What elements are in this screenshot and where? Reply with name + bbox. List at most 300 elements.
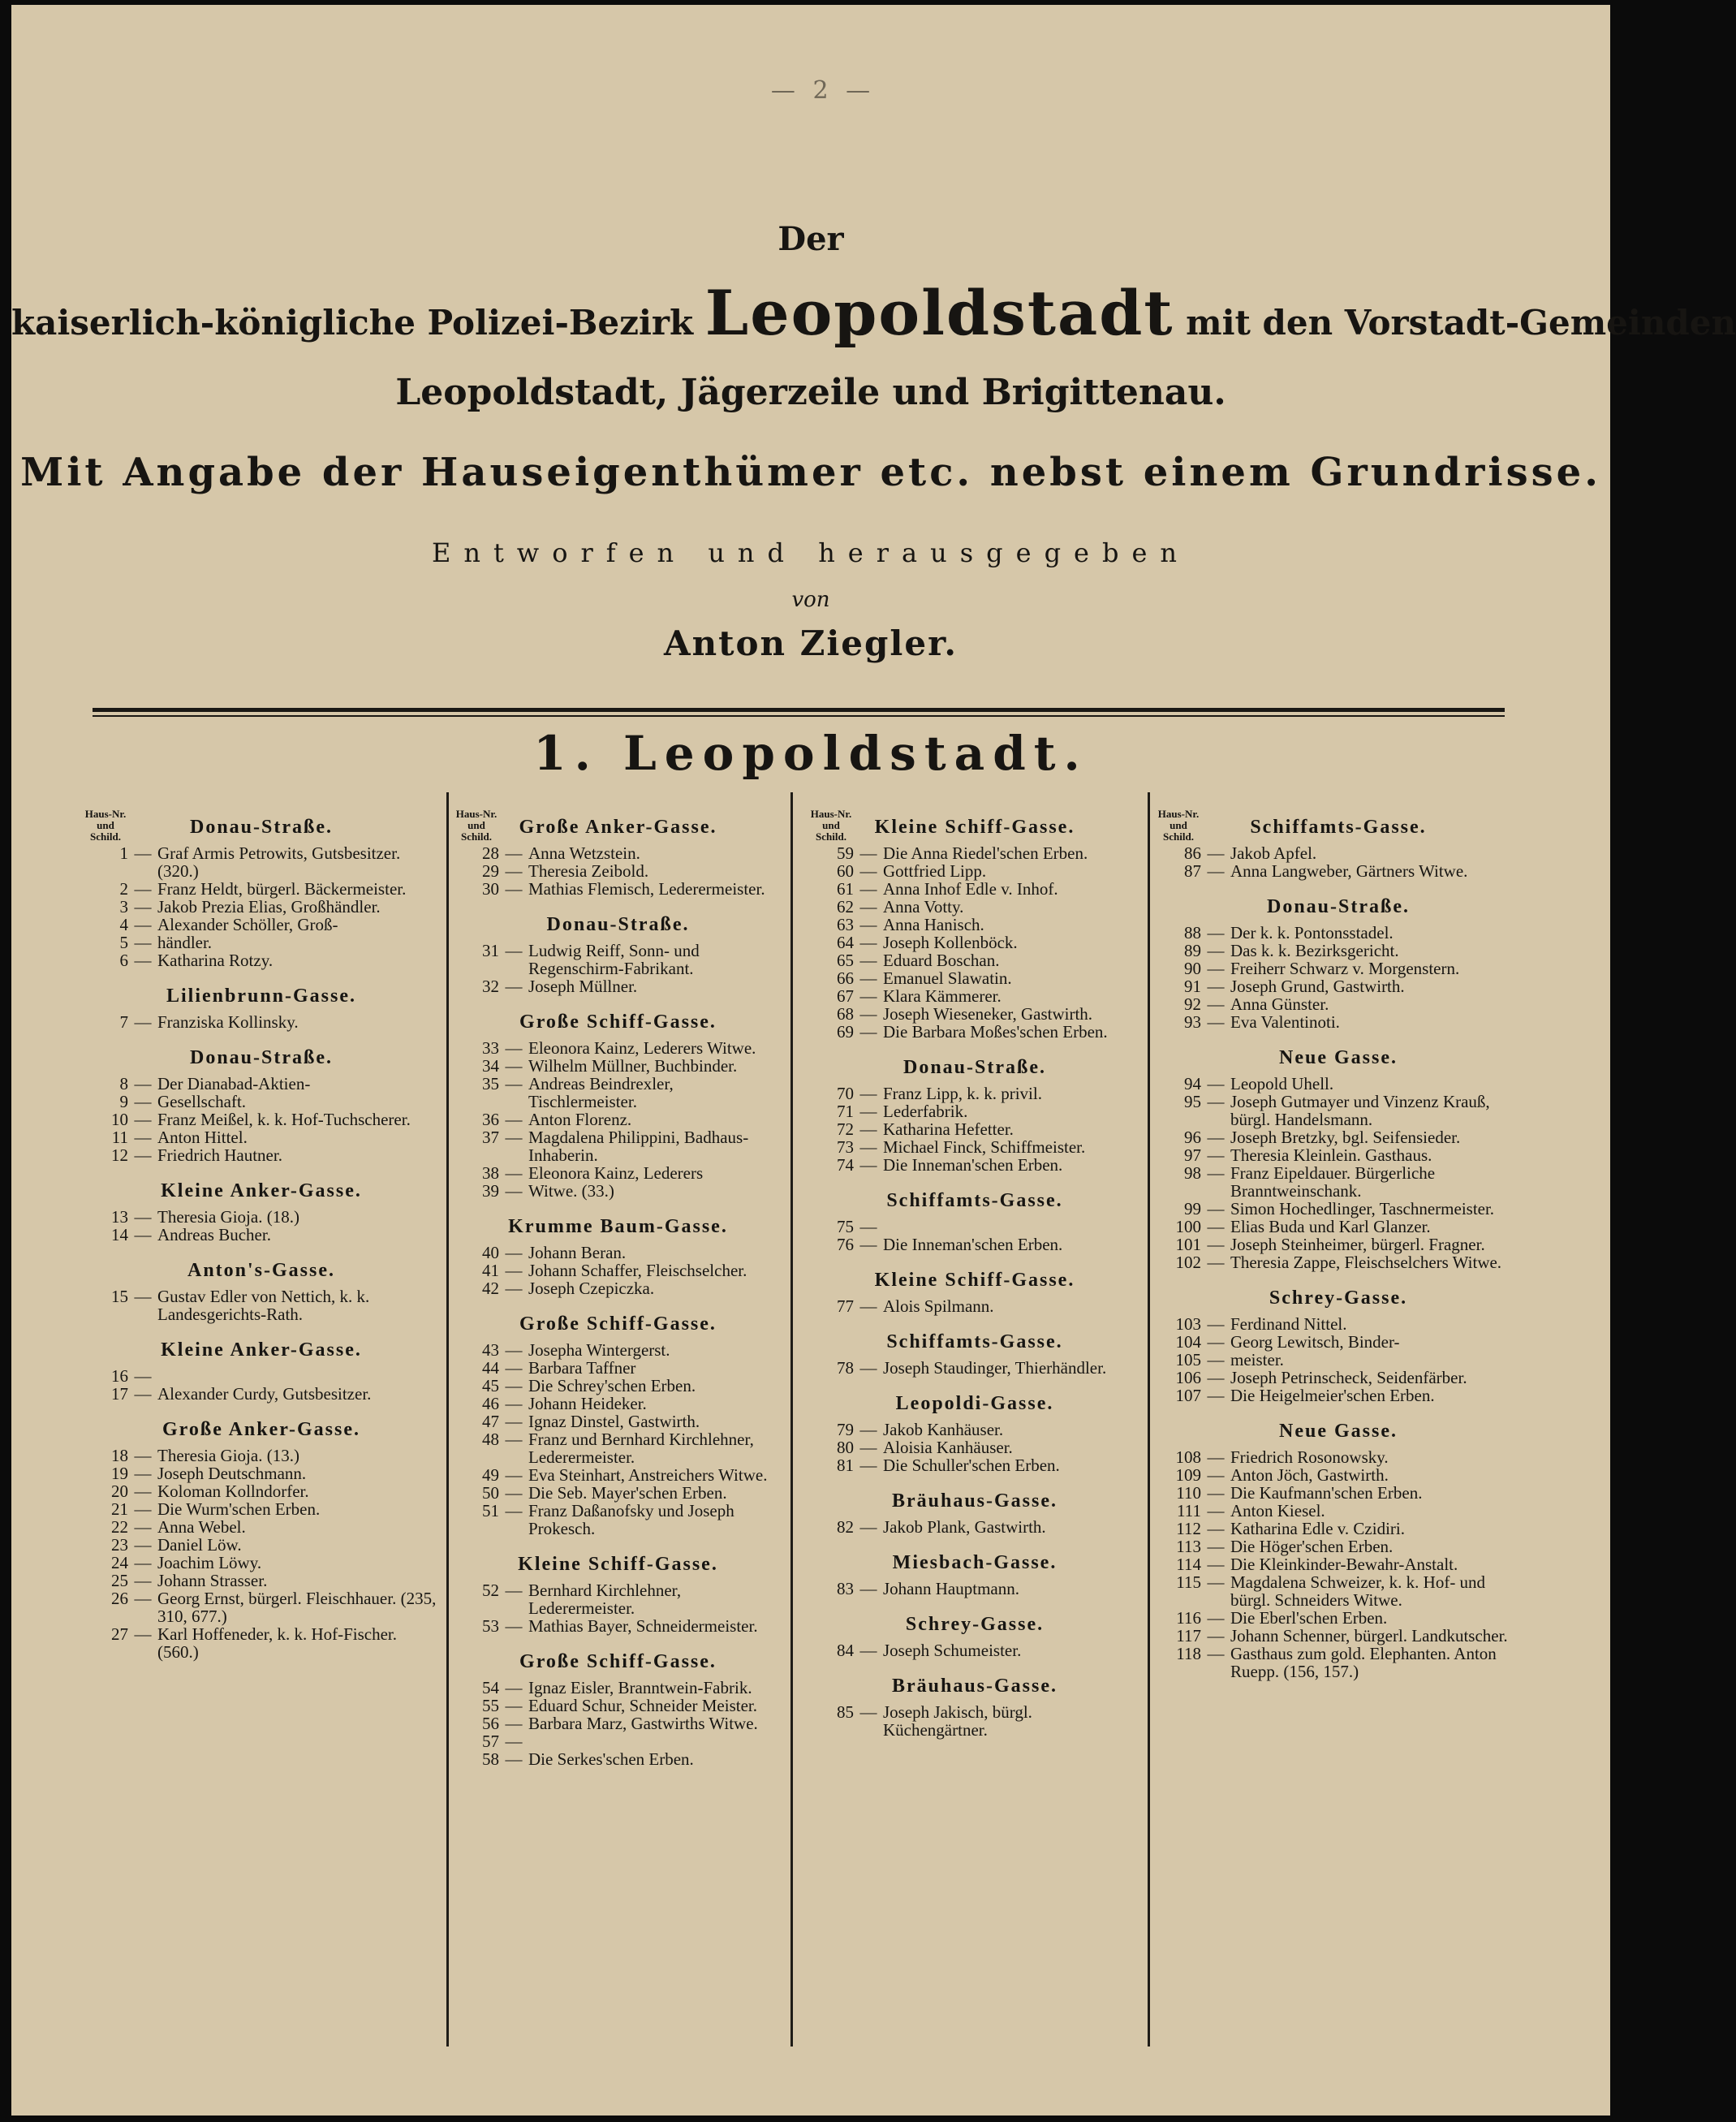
house-number: 49 <box>482 1465 499 1485</box>
owner-name: Anton Jöch, Gastwirth. <box>1230 1465 1389 1485</box>
register-entry <box>454 942 782 977</box>
owner-name: Die Anna Riedel'schen Erben. <box>883 843 1088 863</box>
owner-name: Johann Schaffer, Fleischselcher. <box>528 1261 747 1280</box>
register-entry <box>1156 1253 1521 1271</box>
register-entry <box>454 1697 782 1714</box>
street-heading: Neue Gasse. <box>1279 1047 1398 1068</box>
section-title: 1. Leopoldstadt. <box>533 726 1088 781</box>
entry-dash: — <box>1207 1128 1225 1147</box>
house-number: 74 <box>837 1155 854 1175</box>
owner-name: Ignaz Dinstel, Gastwirth. <box>528 1412 700 1431</box>
house-number: 83 <box>837 1579 854 1598</box>
register-entry <box>454 1057 782 1075</box>
owner-name: Theresia Zappe, Fleischselchers Witwe. <box>1230 1253 1502 1272</box>
entry-dash: — <box>1207 1332 1225 1352</box>
title-leopoldstadt: Leopoldstadt <box>704 277 1174 349</box>
register-entry <box>808 1703 1141 1739</box>
title-line-der: Der <box>778 220 844 258</box>
owner-name: Andreas Bucher. <box>157 1225 271 1244</box>
register-entry <box>1156 942 1521 960</box>
register-entry <box>454 1413 782 1430</box>
entry-dash: — <box>1207 1572 1225 1592</box>
register-entry <box>454 1128 782 1164</box>
entry-dash: — <box>1207 941 1225 960</box>
street-heading: Neue Gasse. <box>1279 1421 1398 1442</box>
owner-name: Die Serkes'schen Erben. <box>528 1749 694 1769</box>
house-number: 88 <box>1184 923 1201 942</box>
house-number: 47 <box>482 1412 499 1431</box>
entry-dash: — <box>134 1287 152 1306</box>
entry-dash: — <box>505 1696 523 1715</box>
street-heading: Große Anker-Gasse. <box>162 1419 360 1440</box>
entry-dash: — <box>134 1589 152 1608</box>
divider-thick <box>93 708 1505 712</box>
entry-dash: — <box>134 1366 152 1386</box>
register-entry <box>1156 1448 1521 1466</box>
entry-dash: — <box>859 968 877 988</box>
owner-name: Magdalena Schweizer, k. k. Hof- und bürgl. Schneiders Witwe. <box>1230 1572 1486 1610</box>
street-heading: Schiffamts-Gasse. <box>886 1190 1063 1211</box>
register-entry <box>454 1244 782 1262</box>
owner-name: Franz Lipp, k. k. privil. <box>883 1084 1042 1103</box>
house-number: 63 <box>837 915 854 934</box>
register-entry <box>83 1128 440 1146</box>
register-entry <box>454 1164 782 1182</box>
owner-name: Friedrich Hautner. <box>157 1145 282 1165</box>
entry-dash: — <box>505 1483 523 1503</box>
register-entry <box>1156 1093 1521 1128</box>
house-number: 58 <box>482 1749 499 1769</box>
house-number: 86 <box>1184 843 1201 863</box>
register-entry <box>1156 1627 1521 1645</box>
house-number: 28 <box>482 843 499 863</box>
register-entry <box>808 1641 1141 1659</box>
entry-dash: — <box>505 941 523 960</box>
register-entry <box>454 1484 782 1502</box>
owner-name: Joseph Kollenböck. <box>883 933 1018 952</box>
entry-dash: — <box>505 1340 523 1360</box>
entry-dash: — <box>1207 1217 1225 1236</box>
owner-name: Gasthaus zum gold. Elephanten. Anton Ruepp. (156, 157.) <box>1230 1644 1497 1681</box>
entry-dash: — <box>505 879 523 899</box>
entry-dash: — <box>859 1022 877 1042</box>
house-number: 50 <box>482 1483 499 1503</box>
register-entry <box>454 1377 782 1395</box>
house-number: 87 <box>1184 861 1201 881</box>
owner-name: Eduard Boschan. <box>883 951 1000 970</box>
register-entry <box>454 1262 782 1279</box>
entry-dash: — <box>134 1535 152 1555</box>
register-entry <box>808 844 1141 862</box>
register-entry <box>83 1075 440 1093</box>
street-heading: Große Anker-Gasse. <box>519 817 717 838</box>
entry-dash: — <box>134 1384 152 1404</box>
house-number: 57 <box>482 1732 499 1751</box>
entry-dash: — <box>1207 1074 1225 1093</box>
entry-dash: — <box>859 1579 877 1598</box>
house-number: 65 <box>837 951 854 970</box>
column-header-text: Schild. <box>90 830 121 843</box>
register-entry <box>83 1367 440 1385</box>
street-heading: Donau-Straße. <box>189 1047 333 1068</box>
street-heading: Bräuhaus-Gasse. <box>891 1490 1058 1512</box>
register-entry <box>1156 960 1521 977</box>
entry-dash: — <box>505 1110 523 1129</box>
column-header-text: Haus-Nr. <box>84 808 127 820</box>
owner-name: Franz und Bernhard Kirchlehner, Lederermeister. <box>528 1430 754 1467</box>
register-entry <box>808 1297 1141 1315</box>
entry-dash: — <box>505 977 523 996</box>
owner-name: Eleonora Kainz, Lederers <box>528 1163 704 1183</box>
register-entry <box>454 1111 782 1128</box>
entry-dash: — <box>505 1128 523 1147</box>
owner-name: Katharina Hefetter. <box>883 1119 1014 1139</box>
register-entry <box>83 1385 440 1403</box>
house-number: 24 <box>111 1553 128 1572</box>
entry-dash: — <box>134 1464 152 1483</box>
register-entry <box>454 1750 782 1768</box>
house-number: 43 <box>482 1340 499 1360</box>
house-number: 101 <box>1175 1235 1201 1254</box>
owner-name: Joseph Jakisch, bürgl. Küchengärtner. <box>883 1702 1032 1740</box>
entry-dash: — <box>1207 923 1225 942</box>
register-entry <box>1156 977 1521 995</box>
owner-name: Klara Kämmerer. <box>883 986 1002 1006</box>
entry-dash: — <box>134 897 152 917</box>
house-number: 40 <box>482 1243 499 1262</box>
owner-name: Anna Votty. <box>883 897 964 917</box>
owner-name: Graf Armis Petrowits, Gutsbesitzer. (320.) <box>157 843 401 881</box>
register-entry <box>454 1581 782 1617</box>
owner-name: Andreas Beindrexler, Tischlermeister. <box>528 1074 674 1111</box>
owner-name: Ludwig Reiff, Sonn- und Regenschirm-Fabrikant. <box>528 941 700 978</box>
title-entworfen: Entworfen und herausgegeben <box>431 537 1191 568</box>
entry-dash: — <box>505 1714 523 1733</box>
register-entry <box>1156 1387 1521 1404</box>
owner-name: Die Höger'schen Erben. <box>1230 1537 1394 1556</box>
owner-name: Eva Valentinoti. <box>1230 1012 1340 1032</box>
entry-dash: — <box>859 1641 877 1660</box>
register-entry <box>1156 1609 1521 1627</box>
house-number: 19 <box>111 1464 128 1483</box>
house-number: 33 <box>482 1038 499 1058</box>
entry-dash: — <box>505 1181 523 1201</box>
column-header-text: Schild. <box>1163 830 1194 843</box>
register-entry <box>808 1120 1141 1138</box>
entry-dash: — <box>505 1376 523 1395</box>
register-entry <box>1156 1369 1521 1387</box>
house-number: 91 <box>1184 977 1201 996</box>
entry-dash: — <box>134 1092 152 1111</box>
owner-name: Barbara Marz, Gastwirths Witwe. <box>528 1714 758 1733</box>
owner-name <box>528 1732 782 1750</box>
entry-dash: — <box>1207 1608 1225 1628</box>
register-entry <box>454 1182 782 1200</box>
column-header-text: und <box>1170 819 1187 831</box>
register-entry <box>808 1359 1141 1377</box>
register-entry <box>808 1023 1141 1041</box>
register-column-2 <box>454 809 782 1768</box>
register-entry <box>454 880 782 898</box>
register-entry <box>808 1005 1141 1023</box>
entry-dash: — <box>505 861 523 881</box>
street-heading: Große Schiff-Gasse. <box>519 1313 717 1335</box>
owner-name: Eleonora Kainz, Lederers Witwe. <box>528 1038 756 1058</box>
house-number: 75 <box>837 1217 854 1236</box>
owner-name: Georg Ernst, bürgerl. Fleischhauer. (235, 310, 677.) <box>157 1589 437 1626</box>
entry-dash: — <box>859 986 877 1006</box>
register-entry <box>808 951 1141 969</box>
register-entry <box>83 1146 440 1164</box>
owner-name: Josepha Wintergerst. <box>528 1340 670 1360</box>
title-prefix: kaiserlich-königliche Polizei-Bezirk <box>11 303 694 343</box>
register-entry <box>808 1102 1141 1120</box>
entry-dash: — <box>134 1128 152 1147</box>
entry-dash: — <box>134 1207 152 1227</box>
column-header-text: Haus-Nr. <box>1157 808 1200 820</box>
title-main-line <box>11 277 1736 349</box>
entry-dash: — <box>1207 977 1225 996</box>
house-number: 51 <box>482 1501 499 1520</box>
house-number: 7 <box>119 1012 128 1032</box>
register-entry <box>83 1518 440 1536</box>
entry-dash: — <box>505 1056 523 1076</box>
owner-name: meister. <box>1230 1350 1284 1369</box>
entry-dash: — <box>505 1465 523 1485</box>
entry-dash: — <box>859 1004 877 1024</box>
house-number: 37 <box>482 1128 499 1147</box>
entry-dash: — <box>859 1217 877 1236</box>
house-number: 71 <box>837 1102 854 1121</box>
entry-dash: — <box>859 861 877 881</box>
house-number: 4 <box>119 915 128 934</box>
title-subline-2: Mit Angabe der Hauseigenthümer etc. nebst einem Grundrisse. <box>20 450 1601 495</box>
register-entry <box>83 916 440 934</box>
owner-name: Die Inneman'schen Erben. <box>883 1155 1063 1175</box>
owner-name: Die Inneman'schen Erben. <box>883 1235 1063 1254</box>
house-number: 97 <box>1184 1145 1201 1165</box>
entry-dash: — <box>134 933 152 952</box>
entry-dash: — <box>1207 1235 1225 1254</box>
house-number: 107 <box>1175 1386 1201 1405</box>
house-number: 36 <box>482 1110 499 1129</box>
owner-name: Aloisia Kanhäuser. <box>883 1438 1013 1457</box>
entry-dash: — <box>1207 994 1225 1014</box>
house-number: 108 <box>1175 1447 1201 1467</box>
house-number: 61 <box>837 879 854 899</box>
owner-name: Joseph Schumeister. <box>883 1641 1022 1660</box>
register-entry <box>1156 1645 1521 1680</box>
owner-name <box>157 1367 440 1385</box>
entry-dash: — <box>1207 1501 1225 1520</box>
register-entry <box>83 1226 440 1244</box>
house-number: 111 <box>1177 1501 1201 1520</box>
house-number: 1 <box>119 843 128 863</box>
document-page <box>11 5 1736 2116</box>
owner-name: Theresia Gioja. (13.) <box>157 1446 299 1465</box>
house-number: 31 <box>482 941 499 960</box>
owner-name: Eduard Schur, Schneider Meister. <box>528 1696 758 1715</box>
entry-dash: — <box>1207 1199 1225 1218</box>
register-entry <box>1156 1555 1521 1573</box>
house-number: 84 <box>837 1641 854 1660</box>
entry-dash: — <box>134 951 152 970</box>
register-entry <box>83 1447 440 1464</box>
entry-dash: — <box>505 1394 523 1413</box>
owner-name: Karl Hoffeneder, k. k. Hof-Fischer. (560.) <box>157 1624 398 1662</box>
house-number: 6 <box>119 951 128 970</box>
owner-name: Anton Florenz. <box>528 1110 632 1129</box>
entry-dash: — <box>134 1482 152 1501</box>
entry-dash: — <box>505 1616 523 1636</box>
owner-name: Alois Spilmann. <box>883 1296 994 1316</box>
street-heading: Leopoldi-Gasse. <box>895 1393 1054 1414</box>
register-entry <box>83 1572 440 1589</box>
entry-dash: — <box>1207 1483 1225 1503</box>
house-number: 98 <box>1184 1163 1201 1183</box>
house-number: 73 <box>837 1137 854 1157</box>
entry-dash: — <box>134 1012 152 1032</box>
owner-name: Franziska Kollinsky. <box>157 1012 299 1032</box>
street-heading: Bräuhaus-Gasse. <box>891 1676 1058 1697</box>
register-entry <box>1156 1484 1521 1502</box>
street-heading: Schiffamts-Gasse. <box>886 1331 1063 1352</box>
register-entry <box>808 916 1141 934</box>
entry-dash: — <box>1207 1350 1225 1369</box>
house-number: 78 <box>837 1358 854 1378</box>
house-number: 46 <box>482 1394 499 1413</box>
house-number: 30 <box>482 879 499 899</box>
house-number: 118 <box>1176 1644 1201 1663</box>
owner-name: Johann Strasser. <box>157 1571 268 1590</box>
house-number: 99 <box>1184 1199 1201 1218</box>
house-number: 41 <box>482 1261 499 1280</box>
house-number: 80 <box>837 1438 854 1457</box>
house-number: 94 <box>1184 1074 1201 1093</box>
entry-dash: — <box>859 897 877 917</box>
owner-name: Eva Steinhart, Anstreichers Witwe. <box>528 1465 768 1485</box>
street-heading: Schrey-Gasse. <box>905 1614 1045 1635</box>
entry-dash: — <box>134 1110 152 1129</box>
owner-name: händler. <box>157 933 213 952</box>
title-subline: Leopoldstadt, Jägerzeile und Brigittenau. <box>395 372 1226 413</box>
house-number: 76 <box>837 1235 854 1254</box>
entry-dash: — <box>1207 1368 1225 1387</box>
owner-name: Joseph Grund, Gastwirth. <box>1230 977 1405 996</box>
register-entry <box>1156 1502 1521 1520</box>
title-author: Anton Ziegler. <box>664 623 958 663</box>
register-column-4 <box>1156 809 1521 1680</box>
owner-name: Alexander Curdy, Gutsbesitzer. <box>157 1384 372 1404</box>
register-entry <box>808 987 1141 1005</box>
entry-dash: — <box>134 1517 152 1537</box>
owner-name: Das k. k. Bezirksgericht. <box>1230 941 1399 960</box>
house-number: 89 <box>1184 941 1201 960</box>
owner-name: Die Eberl'schen Erben. <box>1230 1608 1388 1628</box>
house-number: 68 <box>837 1004 854 1024</box>
register-entry <box>83 1589 440 1625</box>
house-number: 93 <box>1184 1012 1201 1032</box>
column-header-text: und <box>467 819 485 831</box>
entry-dash: — <box>1207 1386 1225 1405</box>
entry-dash: — <box>134 1225 152 1244</box>
house-number: 27 <box>111 1624 128 1644</box>
house-number: 10 <box>111 1110 128 1129</box>
entry-dash: — <box>1207 1644 1225 1663</box>
owner-name: Theresia Kleinlein. Gasthaus. <box>1230 1145 1432 1165</box>
house-number: 115 <box>1176 1572 1201 1592</box>
house-number: 90 <box>1184 959 1201 978</box>
register-entry <box>808 1421 1141 1438</box>
owner-name: Friedrich Rosonowsky. <box>1230 1447 1389 1467</box>
register-entry <box>808 1518 1141 1536</box>
register-entry <box>454 977 782 995</box>
entry-dash: — <box>505 1261 523 1280</box>
owner-name: Joseph Deutschmann. <box>157 1464 307 1483</box>
register-entry <box>83 1625 440 1661</box>
entry-dash: — <box>505 1279 523 1298</box>
column-header-text: Haus-Nr. <box>455 808 498 820</box>
street-heading: Donau-Straße. <box>546 914 690 935</box>
house-number: 66 <box>837 968 854 988</box>
house-number: 17 <box>111 1384 128 1404</box>
entry-dash: — <box>859 1102 877 1121</box>
owner-name: Freiherr Schwarz v. Morgenstern. <box>1230 959 1460 978</box>
house-number: 15 <box>111 1287 128 1306</box>
house-number: 72 <box>837 1119 854 1139</box>
owner-name: Katharina Edle v. Czidiri. <box>1230 1519 1405 1538</box>
entry-dash: — <box>134 1145 152 1165</box>
entry-dash: — <box>505 1243 523 1262</box>
owner-name: Der k. k. Pontonsstadel. <box>1230 923 1394 942</box>
entry-dash: — <box>1207 1537 1225 1556</box>
entry-dash: — <box>1207 1465 1225 1485</box>
register-entry <box>1156 1333 1521 1351</box>
register-entry <box>83 880 440 898</box>
register-entry <box>1156 1520 1521 1538</box>
house-number: 113 <box>1176 1537 1201 1556</box>
street-heading: Kleine Schiff-Gasse. <box>874 817 1075 838</box>
street-heading: Lilienbrunn-Gasse. <box>166 986 357 1007</box>
house-number: 18 <box>111 1446 128 1465</box>
register-entry <box>808 898 1141 916</box>
owner-name: Joseph Bretzky, bgl. Seifensieder. <box>1230 1128 1461 1147</box>
house-number: 54 <box>482 1678 499 1697</box>
register-column-3 <box>808 809 1141 1739</box>
street-heading: Krumme Baum-Gasse. <box>508 1216 728 1237</box>
register-entry <box>83 1111 440 1128</box>
column-header-text: Haus-Nr. <box>810 808 852 820</box>
entry-dash: — <box>859 1119 877 1139</box>
register-entry <box>1156 924 1521 942</box>
register-entry <box>1156 1351 1521 1369</box>
owner-name: Gesellschaft. <box>157 1092 247 1111</box>
entry-dash: — <box>859 933 877 952</box>
register-entry <box>454 1617 782 1635</box>
owner-name: Ferdinand Nittel. <box>1230 1314 1347 1334</box>
entry-dash: — <box>859 1702 877 1722</box>
entry-dash: — <box>134 1553 152 1572</box>
house-number: 117 <box>1176 1626 1201 1645</box>
owner-name: Die Barbara Moßes'schen Erben. <box>883 1022 1108 1042</box>
house-number: 3 <box>119 897 128 917</box>
house-number: 81 <box>837 1456 854 1475</box>
house-number: 44 <box>482 1358 499 1378</box>
register-entry <box>454 1732 782 1750</box>
house-number: 92 <box>1184 994 1201 1014</box>
entry-dash: — <box>505 1749 523 1769</box>
street-heading: Kleine Schiff-Gasse. <box>518 1554 718 1575</box>
